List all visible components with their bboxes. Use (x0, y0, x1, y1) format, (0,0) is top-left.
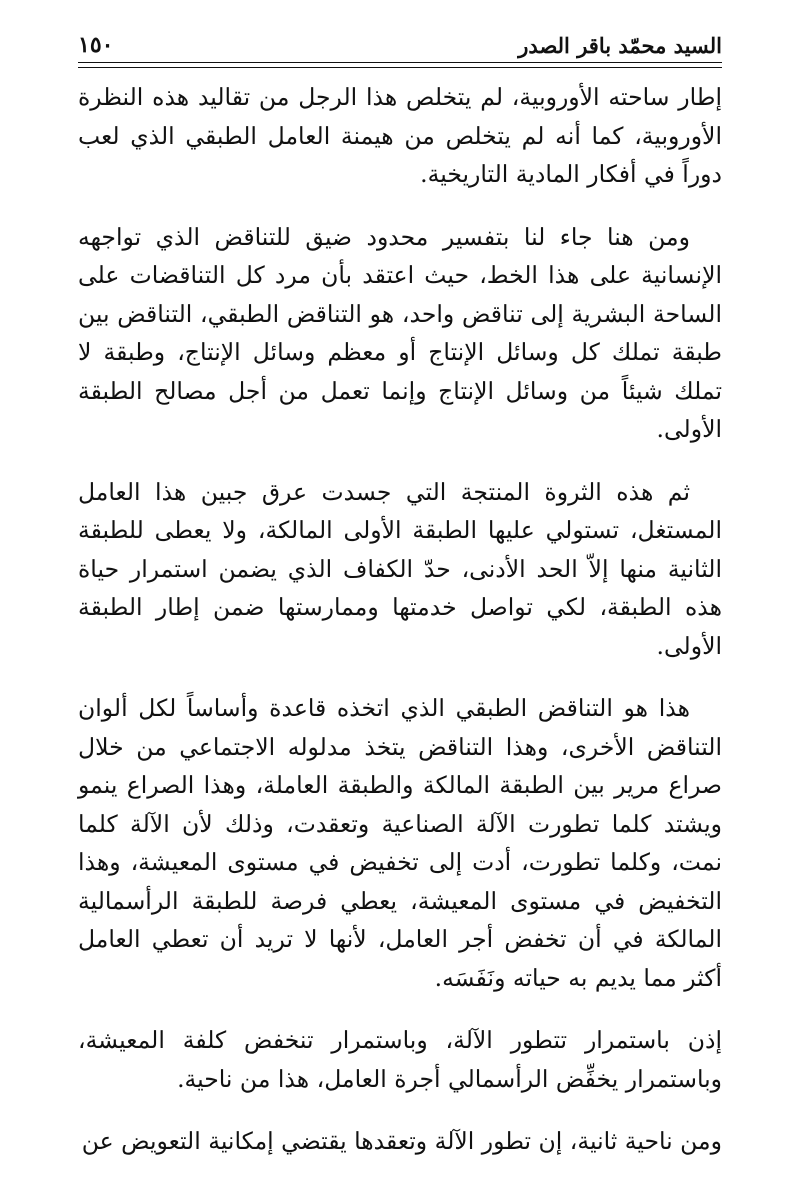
paragraph-2: ومن هنا جاء لنا بتفسير محدود ضيق للتناقض الذي تواجهه الإنسانية على هذا الخط، حيث اعتقد بأن مرد كل التناقضات على الساحة البشرية إلى تناقض واحد، هو التناقض الطبقي، التناقض بين طبقة تملك كل وسائل الإنتاج أو معظم وسائل الإنتاج، وطبقة لا تملك شيئاً من وسائل الإنتاج وإنما تعمل من أجل مصالح الطبقة الأولى. (78, 222, 722, 443)
header-rule-lower (78, 67, 722, 68)
paragraph-6: ومن ناحية ثانية، إن تطور الآلة وتعقدها يقتضي إمكانية التعويض عن (81, 1127, 722, 1155)
body-text (78, 78, 722, 1185)
running-title: السيد محمّد باقر الصدر (518, 33, 722, 58)
page-number: ١٥٠ (78, 32, 114, 58)
page-header (78, 22, 722, 56)
paragraph-4: هذا هو التناقض الطبقي الذي اتخذه قاعدة وأساساً لكل ألوان التناقض الأخرى، وهذا التناقض يتخذ مدلوله الاجتماعي من خلال صراع مرير بين الطبقة المالكة والطبقة العاملة، وهذا الصراع ينمو ويشتد كلما تطورت الآلة الصناعية وتعقدت، وذلك لأن الآلة كلما نمت، وكلما تطورت، أدت إلى تخفيض في مستوى المعيشة، وهذا التخفيض في مستوى المعيشة، يعطي فرصة للطبقة الرأسمالية المالكة في أن تخفض أجر العامل، لأنها لا تريد أن تعطي العامل أكثر مما يديم به حياته ونَفَسَه. (78, 694, 722, 992)
header-rule-upper (78, 62, 722, 63)
paragraph-5: إذن باستمرار تتطور الآلة، وباستمرار تنخفض كلفة المعيشة، وباستمرار يخفِّض الرأسمالي أجرة العامل، هذا من ناحية. (78, 1026, 722, 1093)
paragraph-1: إطار ساحته الأوروبية، لم يتخلص هذا الرجل من تقاليد هذه النظرة الأوروبية، كما أنه لم يتخلص من هيمنة العامل الطبقي الذي لعب دوراً في أفكار المادية التاريخية. (78, 83, 722, 188)
paragraph-3: ثم هذه الثروة المنتجة التي جسدت عرق جبين هذا العامل المستغل، تستولي عليها الطبقة الأولى المالكة، ولا يعطى للطبقة الثانية منها إلاّ الحد الأدنى، حدّ الكفاف الذي يضمن استمرار حياة هذه الطبقة، لكي تواصل خدمتها وممارستها ضمن إطار الطبقة الأولى. (78, 477, 722, 660)
